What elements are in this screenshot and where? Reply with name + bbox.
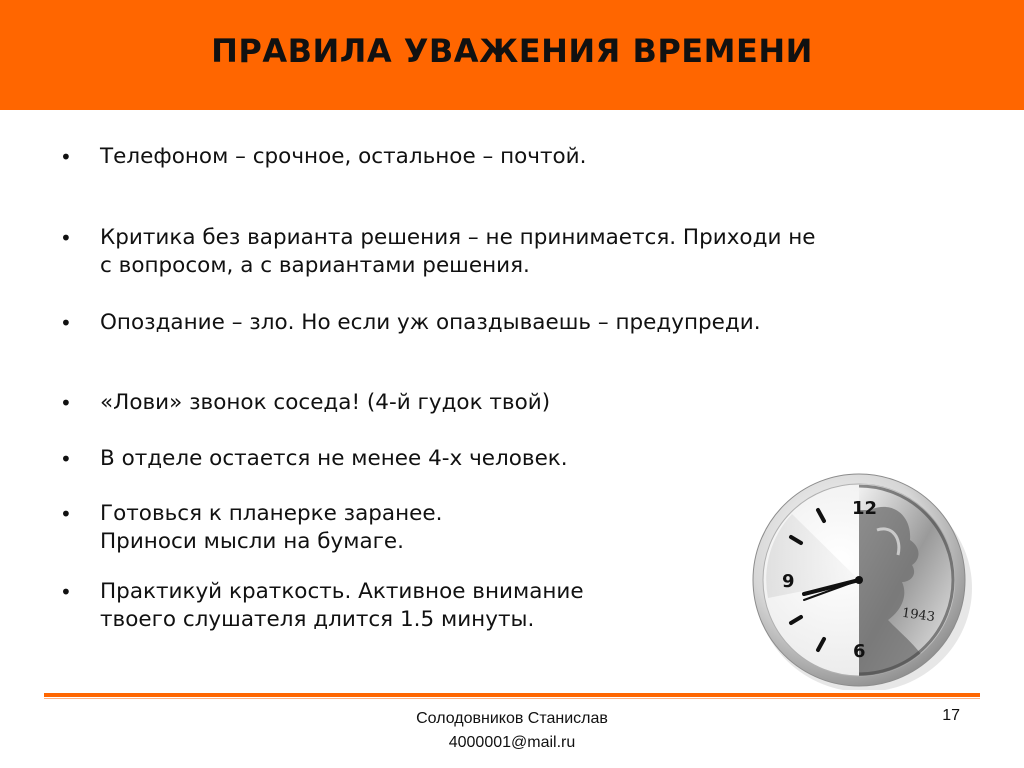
clock-numeral-9: 9 [782, 571, 795, 592]
bullet-line: Опоздание – зло. Но если уж опаздываешь – предупреди. [100, 310, 761, 335]
bullet-line: с вопросом, а с вариантами решения. [100, 253, 530, 278]
bullet-text [100, 389, 960, 417]
bullet-dot: • [60, 311, 72, 335]
bullet-line: Практикуй краткость. Активное внимание [100, 579, 584, 604]
title-bar [0, 0, 1024, 110]
bullet-text [100, 445, 960, 473]
footer-divider-thin [44, 698, 980, 699]
bullet-dot: • [60, 391, 72, 415]
bullet-line: В отделе остается не менее 4-х человек. [100, 446, 568, 471]
bullet-dot: • [60, 580, 72, 604]
clock-numeral-12: 12 [852, 498, 878, 519]
page-number: 17 [942, 707, 960, 724]
bullet-line: Готовься к планерке заранее. [100, 501, 443, 526]
footer-author-name: Солодовников Станислав [416, 710, 608, 727]
bullet-line: «Лови» звонок соседа! (4-й гудок твой) [100, 390, 551, 415]
clock-coin-image [752, 470, 982, 690]
bullet-dot: • [60, 145, 72, 169]
slide-title: ПРАВИЛА УВАЖЕНИЯ ВРЕМЕНИ [211, 32, 813, 70]
bullet-text [100, 143, 960, 171]
bullet-line: Телефоном – срочное, остальное – почтой. [100, 144, 587, 169]
bullet-dot: • [60, 226, 72, 250]
bullet-line: Приноси мысли на бумаге. [100, 529, 404, 554]
clock-center-pin [855, 576, 863, 584]
clock-coin-illustration [752, 470, 982, 690]
bullet-text [100, 309, 960, 337]
clock-numeral-6: 6 [853, 641, 866, 662]
bullet-dot: • [60, 502, 72, 526]
coin-year: 1943 [900, 605, 936, 626]
footer-divider [44, 693, 980, 697]
footer-email: 4000001@mail.ru [448, 734, 576, 751]
bullet-dot: • [60, 447, 72, 471]
bullet-line: твоего слушателя длится 1.5 минуты. [100, 607, 535, 632]
footer-credits [312, 707, 712, 755]
bullet-line: Критика без варианта решения – не принимается. Приходи не [100, 225, 816, 250]
bullet-text [100, 224, 960, 280]
